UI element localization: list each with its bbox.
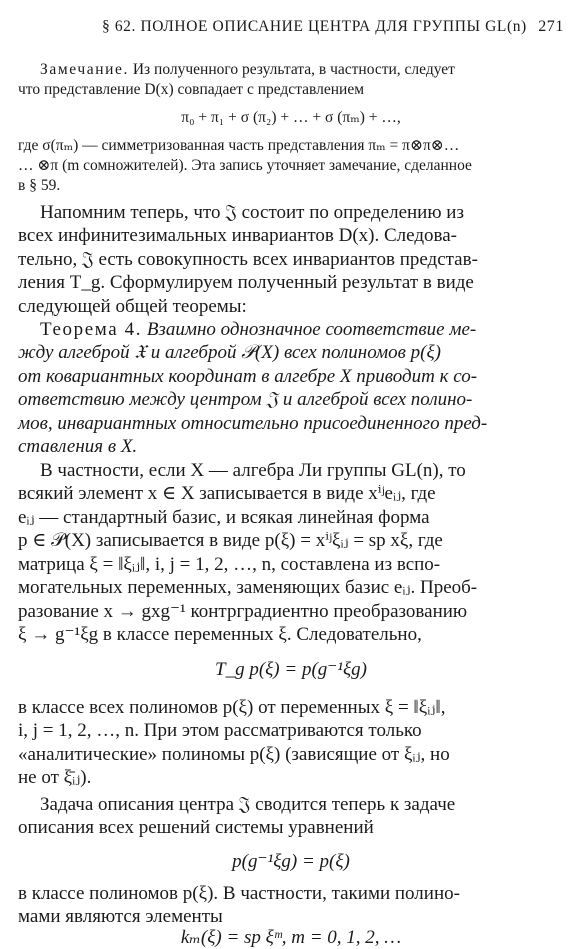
equation-2: p(g⁻¹ξg) = p(ξ) xyxy=(232,851,350,872)
para3-line-2: i, j = 1, 2, …, n. При этом рассматриваются только xyxy=(18,720,422,741)
para2-line-8: ξ → g⁻¹ξg в классе переменных ξ. Следовательно, xyxy=(18,624,422,645)
theorem-line-4: ответствию между центром 𝔍 и алгеброй всех полино- xyxy=(18,389,473,410)
para1-line-1: Напомним теперь, что 𝔍 состоит по определению из xyxy=(40,202,464,223)
para1-line-3: тельно, 𝔍 есть совокупность всех инвариантов представ- xyxy=(18,249,478,270)
equation-3: kₘ(ξ) = sp ξᵐ, m = 0, 1, 2, … xyxy=(180,927,402,948)
para2-line-4: p ∈ 𝒫(X) записывается в виде p(ξ) = xⁱʲξᵢⱼ = sp xξ, где xyxy=(18,530,443,551)
note-label: Замечание. xyxy=(40,61,129,78)
para2-line-2: всякий элемент x ∈ X записывается в виде xⁱʲeᵢⱼ, где xyxy=(18,483,436,504)
para3-line-3: «аналитические» полиномы p(ξ) (зависящие от ξᵢⱼ, но xyxy=(18,744,450,765)
note-formula: π₀ + π₁ + σ (π₂) + … + σ (πₘ) + …, xyxy=(181,109,401,126)
theorem-label: Теорема 4. xyxy=(40,319,143,340)
para2-line-3: eᵢⱼ — стандартный базис, и всякая линейная форма xyxy=(18,507,430,528)
note-line-4: … ⊗π (m сомножителей). Эта запись уточняет замечание, сделанное xyxy=(18,157,472,174)
para4-line-2: описания всех решений системы уравнений xyxy=(18,817,374,838)
para5-line-1: в классе полиномов p(ξ). В частности, такими полино- xyxy=(18,883,460,904)
note-line-1 xyxy=(18,60,564,80)
para2-line-7: разование x → gxg⁻¹ контрградиентно преобразованию xyxy=(18,601,468,622)
theorem-line-2: жду алгеброй 𝔛 и алгеброй 𝒫(X) всех полиномов p(ξ) xyxy=(18,342,441,363)
para2-line-1: В частности, если X — алгебра Ли группы GL(n), то xyxy=(40,460,466,481)
note-line-5: в § 59. xyxy=(18,177,61,194)
para2-line-5: матрица ξ = ‖ξᵢⱼ‖, i, j = 1, 2, …, n, составлена из вспо- xyxy=(18,554,441,575)
note-text-1: Из полученного результата, в частности, следует xyxy=(132,61,455,78)
theorem-line-3: от ковариантных координат в алгебре X приводит к со- xyxy=(18,366,478,387)
theorem-text-1: Взаимно однозначное соответствие ме- xyxy=(146,319,477,340)
para1-line-5: следующей общей теоремы: xyxy=(18,296,247,317)
para1-line-2: всех инфинитезимальных инвариантов D(x). Следова- xyxy=(18,225,457,246)
theorem-line-5: мов, инвариантных относительно присоединенного пред- xyxy=(18,413,488,434)
equation-1: T_g p(ξ) = p(g⁻¹ξg) xyxy=(215,659,367,680)
para3-line-1: в классе всех полиномов p(ξ) от переменных ξ = ‖ξᵢⱼ‖, xyxy=(18,697,446,718)
section-title: § 62. ПОЛНОЕ ОПИСАНИЕ ЦЕНТРА ДЛЯ ГРУППЫ GL(n) xyxy=(102,18,527,35)
para3-line-4: не от ξ̄ᵢⱼ). xyxy=(18,767,92,788)
para1-line-4: ления T_g. Сформулируем полученный результат в виде xyxy=(18,272,474,293)
theorem-line-1 xyxy=(18,318,564,341)
para2-line-6: могательных переменных, заменяющих базис eᵢⱼ. Преоб- xyxy=(18,577,478,598)
para5-line-2: мами являются элементы xyxy=(18,906,223,927)
running-header xyxy=(0,18,580,40)
note-line-2: что представление D(x) совпадает с представлением xyxy=(18,81,365,98)
note-line-3: где σ(πₘ) — симметризованная часть представления πₘ = π⊗π⊗… xyxy=(18,137,460,154)
para4-line-1: Задача описания центра 𝔍 сводится теперь к задаче xyxy=(40,794,456,815)
theorem-line-6: ставления в X. xyxy=(18,436,138,457)
page-number: 271 xyxy=(538,18,564,35)
